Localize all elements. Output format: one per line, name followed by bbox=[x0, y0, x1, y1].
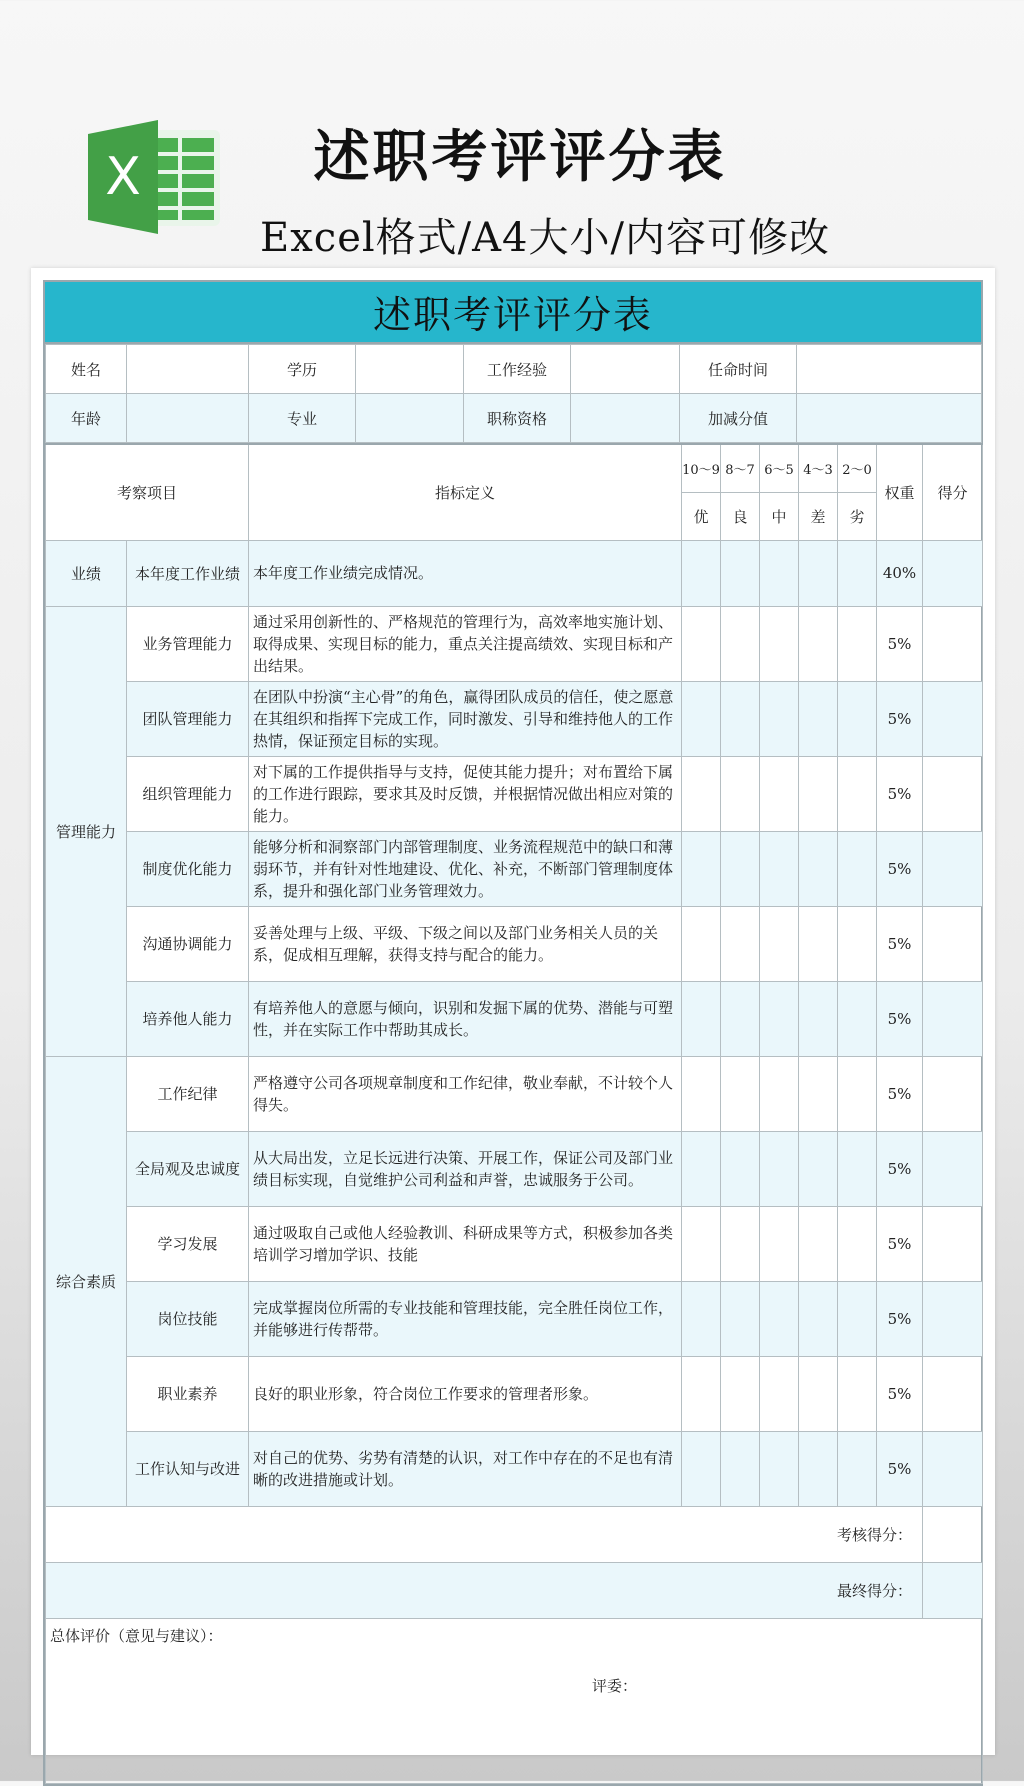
item-name: 组织管理能力 bbox=[127, 756, 249, 831]
item-weight: 5% bbox=[877, 681, 923, 756]
field-appoint-time[interactable] bbox=[797, 345, 982, 394]
grade-input[interactable] bbox=[799, 681, 838, 756]
grade-input[interactable] bbox=[799, 981, 838, 1056]
field-major[interactable] bbox=[356, 394, 464, 443]
grade-input[interactable] bbox=[721, 1206, 760, 1281]
item-definition: 对下属的工作提供指导与支持，促使其能力提升；对布置给下属的工作进行跟踪，要求其及时反馈，并根据情况做出相应对策的能力。 bbox=[249, 756, 682, 831]
item-weight: 5% bbox=[877, 906, 923, 981]
grade-input[interactable] bbox=[760, 981, 799, 1056]
range-cell: 4～3 bbox=[799, 444, 838, 492]
grade-input[interactable] bbox=[682, 906, 721, 981]
item-weight: 5% bbox=[877, 1281, 923, 1356]
grade-input[interactable] bbox=[721, 831, 760, 906]
grade-input[interactable] bbox=[799, 831, 838, 906]
grade-input[interactable] bbox=[760, 1281, 799, 1356]
item-weight: 5% bbox=[877, 1356, 923, 1431]
final-score-label: 最终得分： bbox=[46, 1562, 923, 1618]
final-score-input[interactable] bbox=[923, 1562, 983, 1618]
field-age[interactable] bbox=[127, 394, 249, 443]
item-definition: 妥善处理与上级、平级、下级之间以及部门业务相关人员的关系，促成相互理解，获得支持与配合的能力。 bbox=[249, 906, 682, 981]
grade-input[interactable] bbox=[760, 606, 799, 681]
item-name: 制度优化能力 bbox=[127, 831, 249, 906]
grade-input[interactable] bbox=[799, 1356, 838, 1431]
grade-input[interactable] bbox=[721, 906, 760, 981]
item-weight: 5% bbox=[877, 1206, 923, 1281]
grade-input[interactable] bbox=[682, 540, 721, 606]
grade-input[interactable] bbox=[682, 981, 721, 1056]
item-definition: 有培养他人的意愿与倾向，识别和发掘下属的优势、潜能与可塑性，并在实际工作中帮助其成长。 bbox=[249, 981, 682, 1056]
grade-input[interactable] bbox=[799, 606, 838, 681]
group-performance: 业绩 bbox=[46, 540, 127, 606]
label-appoint-time: 任命时间 bbox=[680, 345, 797, 394]
grade-input[interactable] bbox=[721, 1356, 760, 1431]
range-cell: 8～7 bbox=[721, 444, 760, 492]
item-definition: 本年度工作业绩完成情况。 bbox=[249, 540, 682, 606]
item-name: 本年度工作业绩 bbox=[127, 540, 249, 606]
grade-input[interactable] bbox=[838, 1131, 877, 1206]
grade-input[interactable] bbox=[838, 756, 877, 831]
score-input[interactable] bbox=[923, 906, 983, 981]
item-weight: 5% bbox=[877, 1431, 923, 1506]
label-name: 姓名 bbox=[46, 345, 127, 394]
range-cell: 10～9 bbox=[682, 444, 721, 492]
item-name: 团队管理能力 bbox=[127, 681, 249, 756]
grade-input[interactable] bbox=[682, 1431, 721, 1506]
field-education[interactable] bbox=[356, 345, 464, 394]
svg-text:X: X bbox=[105, 147, 141, 207]
grade-input[interactable] bbox=[760, 906, 799, 981]
range-cell: 6～5 bbox=[760, 444, 799, 492]
grade-input[interactable] bbox=[682, 606, 721, 681]
item-name: 岗位技能 bbox=[127, 1281, 249, 1356]
grade-input[interactable] bbox=[682, 756, 721, 831]
item-definition: 从大局出发，立足长远进行决策、开展工作，保证公司及部门业绩目标实现，自觉维护公司利益和声誉，忠诚服务于公司。 bbox=[249, 1131, 682, 1206]
label-education: 学历 bbox=[249, 345, 356, 394]
grade-input[interactable] bbox=[760, 1206, 799, 1281]
grade-input[interactable] bbox=[760, 540, 799, 606]
range-cell: 2～0 bbox=[838, 444, 877, 492]
item-weight: 40% bbox=[877, 540, 923, 606]
group-management: 管理能力 bbox=[46, 606, 127, 1056]
grade-input[interactable] bbox=[721, 681, 760, 756]
assess-score-input[interactable] bbox=[923, 1506, 983, 1562]
grade-input[interactable] bbox=[799, 1206, 838, 1281]
label-title-qual: 职称资格 bbox=[464, 394, 571, 443]
item-weight: 5% bbox=[877, 831, 923, 906]
grade-input[interactable] bbox=[721, 1131, 760, 1206]
grade-input[interactable] bbox=[760, 1431, 799, 1506]
grade-input[interactable] bbox=[799, 1431, 838, 1506]
grade-input[interactable] bbox=[721, 1431, 760, 1506]
grade-cell: 良 bbox=[721, 492, 760, 540]
grade-input[interactable] bbox=[760, 1131, 799, 1206]
item-name: 工作认知与改进 bbox=[127, 1431, 249, 1506]
score-input[interactable] bbox=[923, 681, 983, 756]
item-weight: 5% bbox=[877, 756, 923, 831]
score-input[interactable] bbox=[923, 606, 983, 681]
info-table bbox=[45, 344, 982, 443]
item-definition: 通过采用创新性的、严格规范的管理行为，高效率地实施计划、取得成果、实现目标的能力，重点关注提高绩效、实现目标和产出结果。 bbox=[249, 606, 682, 681]
grade-input[interactable] bbox=[721, 606, 760, 681]
grade-input[interactable] bbox=[838, 906, 877, 981]
score-input[interactable] bbox=[923, 756, 983, 831]
score-input[interactable] bbox=[923, 1281, 983, 1356]
grade-input[interactable] bbox=[799, 1281, 838, 1356]
grade-input[interactable] bbox=[682, 1281, 721, 1356]
grade-input[interactable] bbox=[721, 756, 760, 831]
grade-input[interactable] bbox=[799, 756, 838, 831]
grade-input[interactable] bbox=[799, 540, 838, 606]
score-input[interactable] bbox=[923, 540, 983, 606]
grade-input[interactable] bbox=[721, 1056, 760, 1131]
score-input[interactable] bbox=[923, 1131, 983, 1206]
item-definition: 能够分析和洞察部门内部管理制度、业务流程规范中的缺口和薄弱环节，并有针对性地建设、优化、补充，不断部门管理制度体系，提升和强化部门业务管理效力。 bbox=[249, 831, 682, 906]
grade-cell: 中 bbox=[760, 492, 799, 540]
label-age: 年龄 bbox=[46, 394, 127, 443]
grade-input[interactable] bbox=[838, 1281, 877, 1356]
item-name: 培养他人能力 bbox=[127, 981, 249, 1056]
overall-comment-label: 总体评价（意见与建议）： bbox=[50, 1626, 223, 1645]
score-input[interactable] bbox=[923, 981, 983, 1056]
field-name[interactable] bbox=[127, 345, 249, 394]
col-weight: 权重 bbox=[877, 444, 923, 540]
score-table bbox=[45, 443, 983, 1784]
overall-comment-field[interactable] bbox=[46, 1618, 983, 1783]
assess-score-label: 考核得分： bbox=[46, 1506, 923, 1562]
item-name: 沟通协调能力 bbox=[127, 906, 249, 981]
grade-input[interactable] bbox=[721, 540, 760, 606]
grade-input[interactable] bbox=[760, 756, 799, 831]
score-input[interactable] bbox=[923, 1056, 983, 1131]
grade-input[interactable] bbox=[838, 681, 877, 756]
grade-input[interactable] bbox=[799, 1056, 838, 1131]
col-definition: 指标定义 bbox=[249, 444, 682, 540]
grade-input[interactable] bbox=[760, 1056, 799, 1131]
col-item: 考察项目 bbox=[46, 444, 249, 540]
form-title: 述职考评评分表 bbox=[45, 282, 981, 344]
grade-input[interactable] bbox=[838, 1431, 877, 1506]
grade-cell: 差 bbox=[799, 492, 838, 540]
col-score: 得分 bbox=[923, 444, 983, 540]
grade-input[interactable] bbox=[721, 1281, 760, 1356]
judge-label: 评委： bbox=[592, 1676, 638, 1695]
item-definition: 通过吸取自己或他人经验教训、科研成果等方式，积极参加各类培训学习增加学识、技能 bbox=[249, 1206, 682, 1281]
item-weight: 5% bbox=[877, 981, 923, 1056]
item-weight: 5% bbox=[877, 1056, 923, 1131]
field-adjust-score[interactable] bbox=[797, 394, 982, 443]
grade-input[interactable] bbox=[682, 1206, 721, 1281]
grade-input[interactable] bbox=[760, 1356, 799, 1431]
grade-input[interactable] bbox=[682, 1131, 721, 1206]
grade-input[interactable] bbox=[838, 1206, 877, 1281]
score-input[interactable] bbox=[923, 1356, 983, 1431]
score-input[interactable] bbox=[923, 831, 983, 906]
label-adjust-score: 加减分值 bbox=[680, 394, 797, 443]
grade-input[interactable] bbox=[799, 906, 838, 981]
field-title-qual[interactable] bbox=[571, 394, 680, 443]
grade-input[interactable] bbox=[682, 831, 721, 906]
item-definition: 在团队中扮演“主心骨”的角色，赢得团队成员的信任，使之愿意在其组织和指挥下完成工作，同时激发、引导和维持他人的工作热情，保证预定目标的实现。 bbox=[249, 681, 682, 756]
label-major: 专业 bbox=[249, 394, 356, 443]
grade-input[interactable] bbox=[682, 1056, 721, 1131]
grade-input[interactable] bbox=[838, 540, 877, 606]
sheet bbox=[31, 268, 995, 1755]
item-definition: 完成掌握岗位所需的专业技能和管理技能，完全胜任岗位工作，并能够进行传帮带。 bbox=[249, 1281, 682, 1356]
item-name: 职业素养 bbox=[127, 1356, 249, 1431]
item-name: 全局观及忠诚度 bbox=[127, 1131, 249, 1206]
item-name: 业务管理能力 bbox=[127, 606, 249, 681]
item-name: 学习发展 bbox=[127, 1206, 249, 1281]
grade-input[interactable] bbox=[682, 1356, 721, 1431]
score-input[interactable] bbox=[923, 1206, 983, 1281]
grade-input[interactable] bbox=[721, 981, 760, 1056]
grade-cell: 优 bbox=[682, 492, 721, 540]
grade-cell: 劣 bbox=[838, 492, 877, 540]
grade-input[interactable] bbox=[838, 831, 877, 906]
group-quality: 综合素质 bbox=[46, 1056, 127, 1506]
evaluation-form bbox=[43, 280, 983, 1786]
item-weight: 5% bbox=[877, 606, 923, 681]
field-experience[interactable] bbox=[571, 345, 680, 394]
excel-logo-icon bbox=[88, 118, 223, 236]
item-definition: 良好的职业形象，符合岗位工作要求的管理者形象。 bbox=[249, 1356, 682, 1431]
grade-input[interactable] bbox=[760, 831, 799, 906]
item-name: 工作纪律 bbox=[127, 1056, 249, 1131]
score-input[interactable] bbox=[923, 1431, 983, 1506]
grade-input[interactable] bbox=[760, 681, 799, 756]
grade-input[interactable] bbox=[838, 606, 877, 681]
grade-input[interactable] bbox=[838, 1356, 877, 1431]
item-definition: 对自己的优势、劣势有清楚的认识，对工作中存在的不足也有清晰的改进措施或计划。 bbox=[249, 1431, 682, 1506]
grade-input[interactable] bbox=[799, 1131, 838, 1206]
item-weight: 5% bbox=[877, 1131, 923, 1206]
grade-input[interactable] bbox=[838, 1056, 877, 1131]
item-definition: 严格遵守公司各项规章制度和工作纪律，敬业奉献，不计较个人得失。 bbox=[249, 1056, 682, 1131]
page-subtitle: Excel格式/A4大小/内容可修改 bbox=[260, 215, 830, 261]
page-title: 述职考评评分表 bbox=[313, 125, 727, 190]
grade-input[interactable] bbox=[682, 681, 721, 756]
grade-input[interactable] bbox=[838, 981, 877, 1056]
label-experience: 工作经验 bbox=[464, 345, 571, 394]
